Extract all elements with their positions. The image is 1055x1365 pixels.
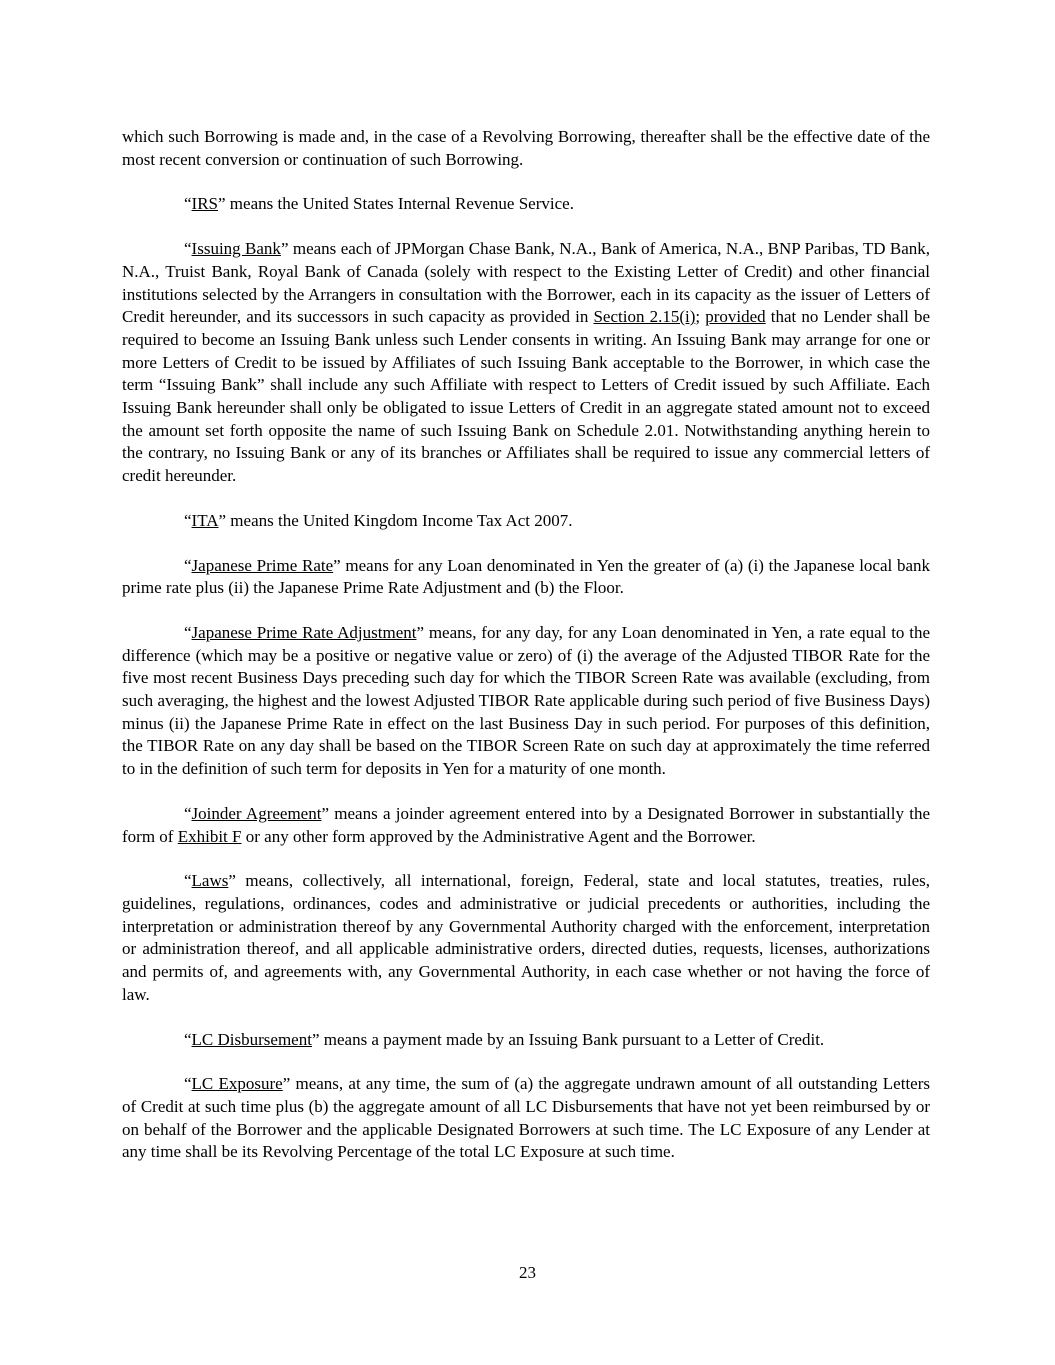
paragraph (122, 510, 930, 533)
defined-term: IRS (191, 194, 219, 214)
paragraph (122, 193, 930, 216)
text-run: ” means for any Loan denominated in Yen the greater of (a) (i) the Japanese local bank prime rate plus (ii) the Japanese Prime Rate Adjustment and (b) the Floor. (122, 555, 930, 598)
defined-term: Joinder Agreement (191, 803, 322, 823)
paragraph (122, 555, 930, 600)
defined-term: provided (705, 307, 766, 327)
paragraph (122, 238, 930, 488)
text-run: “ (184, 803, 192, 823)
text-run: “ (184, 555, 192, 575)
text-run: “ (184, 871, 192, 891)
text-run: “ (184, 1029, 192, 1049)
defined-term: Exhibit F (177, 826, 242, 846)
text-run: “ (184, 622, 192, 642)
paragraph (122, 1029, 930, 1052)
paragraph (122, 870, 930, 1006)
paragraph (122, 126, 930, 171)
paragraph (122, 1073, 930, 1164)
text-run: “ (184, 510, 192, 530)
text-run: “ (184, 239, 192, 259)
text-run: or any other form approved by the Administrative Agent and the Borrower. (241, 826, 756, 846)
text-run: “ (184, 1074, 192, 1094)
text-run: ” means the United Kingdom Income Tax Act 2007. (218, 510, 573, 530)
defined-term: LC Exposure (191, 1074, 283, 1094)
text-run: ” means, for any day, for any Loan denominated in Yen, a rate equal to the difference (which may be a positive or negative value or zero) of (i) the average of the Adjusted TIBOR Rate for the five most recent Business Days preceding such day for which the TIBOR Screen Rate was available (excluding, from such averaging, the highest and the lowest Adjusted TIBOR Rate applicable during such period of five Business Days) minus (ii) the Japanese Prime Rate in effect on the last Business Day in such period. For purposes of this definition, the TIBOR Rate on any day shall be based on the TIBOR Screen Rate on such day at approximately the time referred to in the definition of such term for deposits in Yen for a maturity of one month. (122, 622, 930, 779)
document-body (122, 126, 930, 1164)
text-run: ” means a payment made by an Issuing Bank pursuant to a Letter of Credit. (311, 1029, 825, 1049)
defined-term: LC Disbursement (191, 1029, 312, 1049)
defined-term: Issuing Bank (191, 239, 281, 259)
defined-term: Section 2.15(i) (593, 307, 696, 327)
paragraph (122, 803, 930, 848)
defined-term: Japanese Prime Rate Adjustment (191, 622, 417, 642)
defined-term: Japanese Prime Rate (191, 555, 334, 575)
text-run: “ (184, 194, 192, 214)
text-run: ” means a joinder agreement entered into by a Designated Borrower in substantially the form of (122, 803, 930, 846)
page-number: 23 (519, 1263, 536, 1283)
text-run: ” means each of JPMorgan Chase Bank, N.A., Bank of America, N.A., BNP Paribas, TD Bank, N.A., Truist Bank, Royal Bank of Canada (solely with respect to the Existing Letter of Credit) and other financial institutions selected by the Arrangers in consultation with the Borrower, each in its capacity as the issuer of Letters of Credit hereunder, and its successors in such capacity as provided in (122, 239, 930, 327)
text-run: ” means the United States Internal Revenue Service. (218, 194, 574, 214)
paragraph (122, 622, 930, 781)
text-run: that no Lender shall be required to become an Issuing Bank unless such Lender consents in writing. An Issuing Bank may arrange for one or more Letters of Credit to be issued by Affiliates of such Issuing Bank acceptable to the Borrower, in which case the term “Issuing Bank” shall include any such Affiliate with respect to Letters of Credit issued by such Affiliate. Each Issuing Bank hereunder shall only be obligated to issue Letters of Credit in an aggregate stated amount not to exceed the amount set forth opposite the name of such Issuing Bank on Schedule 2.01. Notwithstanding anything herein to the contrary, no Issuing Bank or any of its branches or Affiliates shall be required to issue any commercial letters of credit hereunder. (122, 307, 931, 486)
text-run: ” means, at any time, the sum of (a) the aggregate undrawn amount of all outstanding Letters of Credit at such time plus (b) the aggregate amount of all LC Disbursements that have not yet been reimbursed by or on behalf of the Borrower and the applicable Designated Borrowers at such time. The LC Exposure of any Lender at any time shall be its Revolving Percentage of the total LC Exposure at such time. (122, 1074, 930, 1162)
text-run: ; (695, 307, 706, 327)
text-run: which such Borrowing is made and, in the case of a Revolving Borrowing, thereafter shall be the effective date of the most recent conversion or continuation of such Borrowing. (122, 127, 930, 169)
defined-term: Laws (191, 871, 229, 891)
text-run: ” means, collectively, all international, foreign, Federal, state and local statutes, treaties, rules, guidelines, regulations, ordinances, codes and administrative or judicial precedents or authorities, including the interpretation or administration thereof by any Governmental Authority charged with the enforcement, interpretation or administration thereof, and all applicable administrative orders, directed duties, requests, licenses, authorizations and permits of, and agreements with, any Governmental Authority, in each case whether or not having the force of law. (122, 871, 930, 1004)
defined-term: ITA (191, 510, 219, 530)
